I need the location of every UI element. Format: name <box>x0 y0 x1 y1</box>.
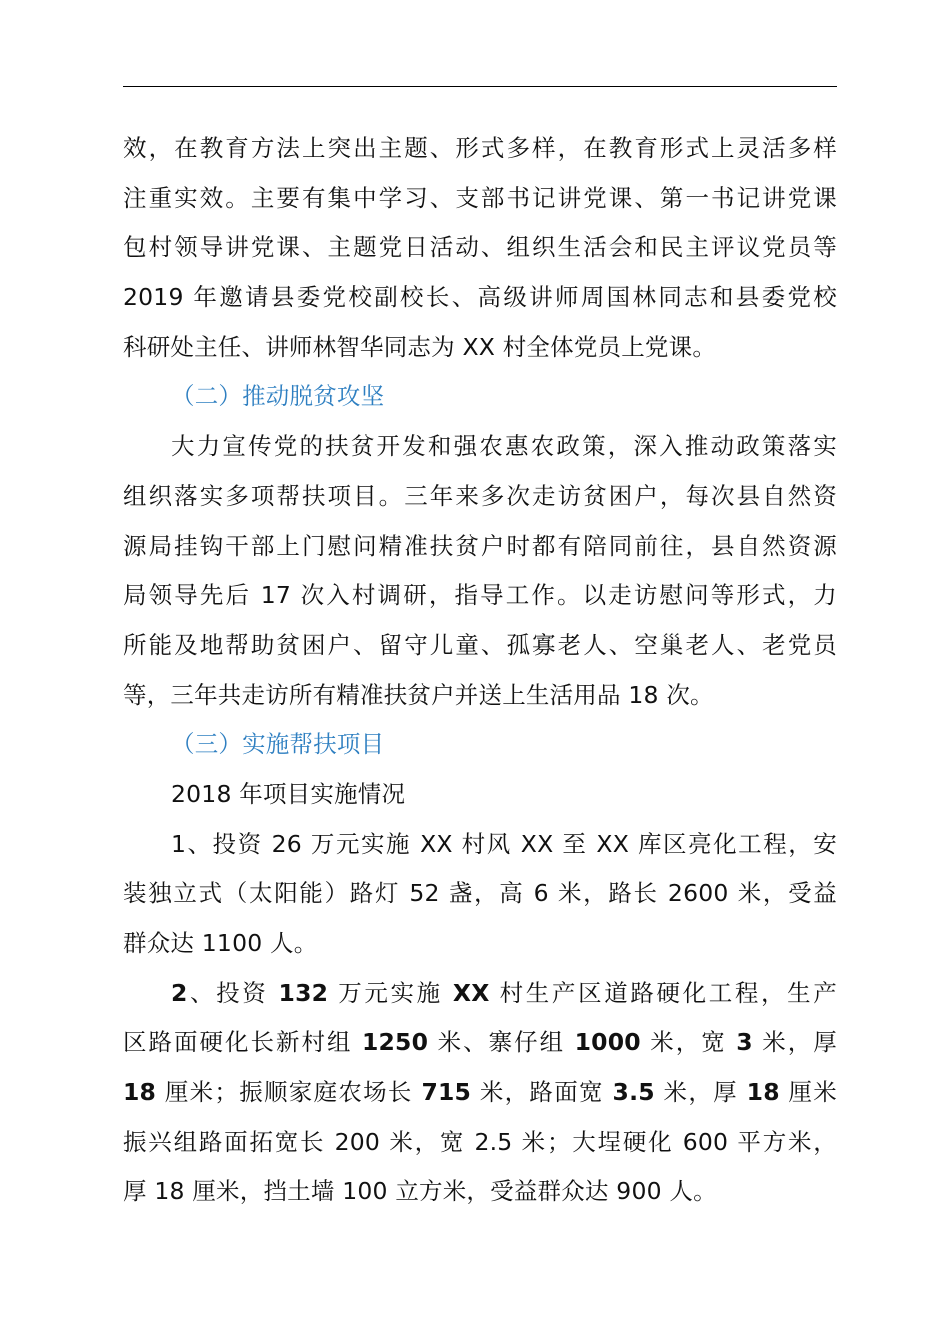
text-line <box>123 969 837 1019</box>
bold-number: 1000 <box>574 1028 641 1057</box>
bold-number: 1250 <box>361 1028 429 1057</box>
text-line <box>123 1068 837 1118</box>
text-segment: 区路面硬化长新村组 <box>123 1028 362 1057</box>
bold-number: 18 <box>123 1078 157 1107</box>
section-heading-poverty-alleviation: （二）推动脱贫攻坚 <box>171 382 385 411</box>
text-line: 局领导先后 17 次入村调研，指导工作。以走访慰问等形式，力 <box>123 581 837 610</box>
bold-number: XX <box>452 978 490 1007</box>
project-item-2 <box>123 969 837 1217</box>
text-line: 厚 18 厘米，挡土墙 100 立方米，受益群众达 900 人。 <box>123 1177 717 1206</box>
bold-number: 18 <box>746 1078 780 1107</box>
document-body <box>123 124 837 1217</box>
text-line: 源局挂钩干部上门慰问精准扶贫户时都有陪同前往，县自然资源 <box>123 531 837 560</box>
text-line <box>123 1018 837 1068</box>
project-item-1 <box>123 820 837 969</box>
text-line: 包村领导讲党课、主题党日活动、组织生活会和民主评议党员等 <box>123 233 837 262</box>
text-line: 1、投资 26 万元实施 XX 村风 XX 至 XX 库区亮化工程，安 <box>171 829 837 858</box>
text-line: 群众达 1100 人。 <box>123 929 318 957</box>
text-line: 装独立式（太阳能）路灯 52 盏，高 6 米，路长 2600 米，受益 <box>123 879 837 908</box>
text-line: 所能及地帮助贫困户、留守儿童、孤寡老人、空巢老人、老党员 <box>123 630 837 659</box>
text-line: 2019 年邀请县委党校副校长、高级讲师周国林同志和县委党校 <box>123 283 837 312</box>
section-heading-aid-projects: （三）实施帮扶项目 <box>171 730 385 759</box>
paragraph-poverty-alleviation <box>123 422 837 720</box>
text-line: 振兴组路面拓宽长 200 米，宽 2.5 米；大埕硬化 600 平方米， <box>123 1127 837 1156</box>
text-segment: 厘米；振顺家庭农场长 <box>156 1078 422 1107</box>
text-segment: 、投资 <box>187 978 279 1007</box>
text-line: 科研处主任、讲师林智华同志为 XX 村全体党员上党课。 <box>123 332 717 361</box>
text-segment: 米，厚 <box>752 1028 837 1057</box>
text-segment: 村生产区道路硬化工程，生产 <box>489 978 837 1007</box>
text-line: 效，在教育方法上突出主题、形式多样，在教育形式上灵活多样 <box>123 134 837 162</box>
text-segment: 米，路面宽 <box>471 1078 613 1107</box>
bold-number: 2 <box>171 978 188 1007</box>
text-segment: 米、寨仔组 <box>428 1028 575 1057</box>
text-line: 注重实效。主要有集中学习、支部书记讲党课、第一书记讲党课 <box>123 183 837 212</box>
header-rule <box>123 86 837 87</box>
paragraph-education-methods <box>123 124 837 372</box>
bold-number: 715 <box>421 1078 472 1107</box>
text-segment: 米，厚 <box>654 1078 747 1107</box>
subheading-2018-projects: 2018 年项目实施情况 <box>171 779 406 808</box>
text-segment: 万元实施 <box>328 978 453 1007</box>
bold-number: 3 <box>736 1028 753 1057</box>
text-line: 大力宣传党的扶贫开发和强农惠农政策，深入推动政策落实 <box>171 432 837 461</box>
bold-number: 3.5 <box>612 1078 655 1107</box>
text-segment: 米，宽 <box>640 1028 737 1057</box>
text-line: 组织落实多项帮扶项目。三年来多次走访贫困户，每次县自然资 <box>123 481 837 510</box>
text-line: 等，三年共走访所有精准扶贫户并送上生活用品 18 次。 <box>123 680 714 709</box>
text-segment: 厘米 <box>779 1078 837 1107</box>
bold-number: 132 <box>278 978 329 1007</box>
